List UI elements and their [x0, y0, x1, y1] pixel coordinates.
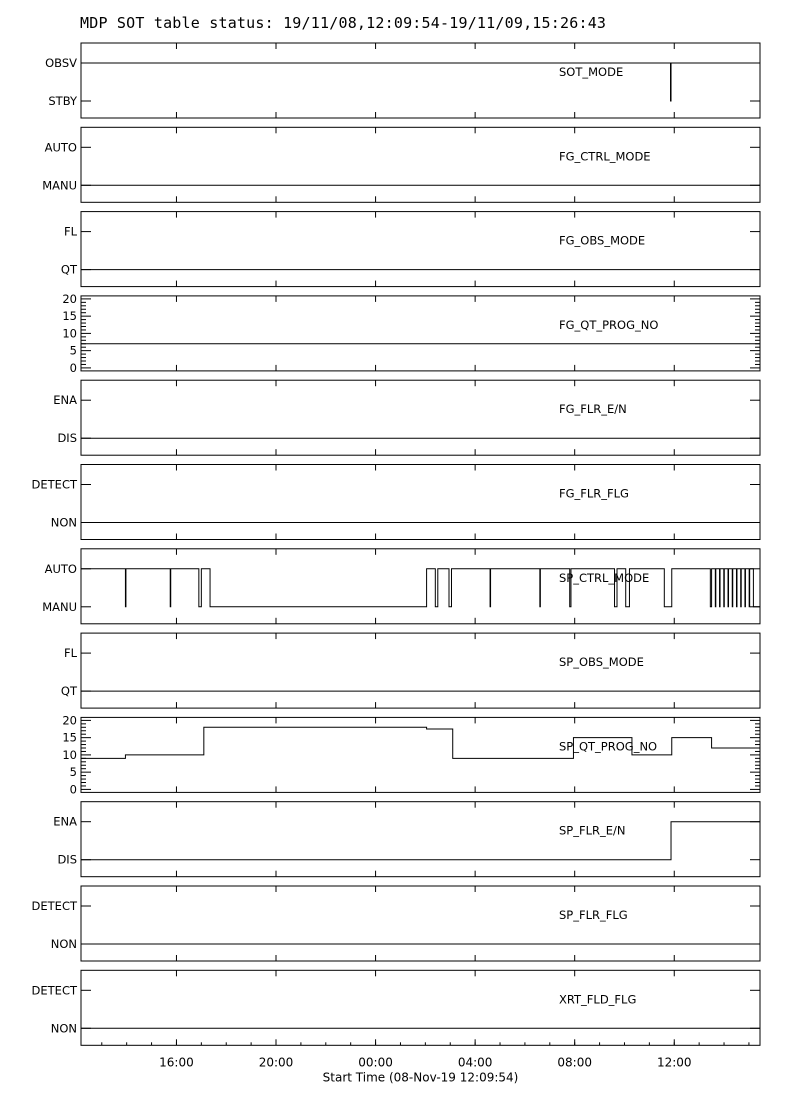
- y-tick-label: 0: [69, 782, 77, 797]
- panel-label: SP_CTRL_MODE: [559, 570, 650, 585]
- panel-fg-flr-flg: [32, 465, 760, 540]
- y-tick-label: 10: [62, 326, 77, 341]
- y-tick-label: 15: [62, 309, 77, 324]
- y-tick-label: NON: [50, 937, 77, 951]
- panel-frame: [81, 43, 760, 118]
- x-tick-label: 04:00: [457, 1055, 493, 1070]
- panel-frame: [81, 212, 760, 287]
- x-tick-label: 20:00: [258, 1055, 294, 1070]
- panel-frame: [81, 886, 760, 961]
- panel-label: FG_FLR_E/N: [559, 402, 627, 417]
- x-tick-label: 08:00: [557, 1055, 592, 1070]
- y-tick-label: FL: [63, 646, 77, 661]
- panel-label: FG_CTRL_MODE: [559, 149, 651, 164]
- series-line: [81, 569, 760, 607]
- panel-sot-mode: [45, 43, 760, 118]
- panel-label: SP_OBS_MODE: [559, 655, 644, 670]
- y-tick-label: 10: [62, 747, 77, 762]
- panel-frame: [81, 296, 760, 371]
- panel-label: XRT_FLD_FLG: [559, 992, 637, 1007]
- y-tick-label: 5: [69, 343, 77, 358]
- y-tick-label: MANU: [42, 178, 77, 193]
- y-tick-label: OBSV: [45, 56, 77, 70]
- y-tick-label: AUTO: [44, 140, 77, 155]
- panel-xrt-fld-flg: [32, 970, 760, 1045]
- y-tick-label: STBY: [48, 94, 77, 108]
- panel-label: SP_FLR_FLG: [559, 908, 628, 922]
- y-tick-label: NON: [50, 1021, 77, 1036]
- panel-label: FG_OBS_MODE: [559, 233, 646, 248]
- y-tick-label: DIS: [57, 852, 77, 867]
- series-line: [81, 727, 760, 758]
- panel-frame: [81, 549, 760, 624]
- panel-sp-flr-flg: [32, 886, 760, 961]
- panel-frame: [81, 970, 760, 1045]
- panel-frame: [81, 380, 760, 455]
- x-tick-label: 00:00: [358, 1055, 393, 1070]
- x-tick-label: 16:00: [159, 1055, 194, 1070]
- y-tick-label: 20: [62, 291, 77, 306]
- panel-sp-obs-mode: [61, 633, 760, 708]
- panel-label: FG_FLR_FLG: [559, 486, 629, 501]
- y-tick-label: DETECT: [31, 477, 77, 492]
- panel-label: SP_QT_PROG_NO: [559, 739, 658, 754]
- x-axis-label: Start Time (08-Nov-19 12:09:54): [322, 1070, 519, 1085]
- y-tick-label: DETECT: [31, 899, 77, 913]
- y-tick-label: 5: [69, 765, 77, 780]
- panel-fg-obs-mode: [61, 212, 760, 287]
- y-tick-label: AUTO: [44, 561, 77, 576]
- panel-frame: [81, 802, 760, 877]
- panel-fg-ctrl-mode: [42, 127, 760, 202]
- panel-sp-qt-prog-no: [62, 713, 760, 796]
- page-title: MDP SOT table status: 19/11/08,12:09:54-19/11/09,15:26:43: [80, 14, 607, 32]
- y-tick-label: ENA: [53, 814, 77, 829]
- series-line: [81, 822, 760, 860]
- panel-label: FG_QT_PROG_NO: [559, 317, 659, 332]
- y-tick-label: 15: [62, 730, 77, 745]
- y-tick-label: 0: [69, 360, 77, 375]
- y-tick-label: 20: [62, 713, 77, 728]
- x-tick-label: 12:00: [656, 1055, 692, 1070]
- panel-sp-ctrl-mode: [42, 549, 760, 624]
- panel-frame: [81, 127, 760, 202]
- y-tick-label: DETECT: [31, 983, 77, 998]
- y-tick-label: FL: [63, 224, 77, 239]
- y-tick-label: MANU: [42, 599, 77, 614]
- panel-label: SP_FLR_E/N: [559, 823, 626, 838]
- series-line: [81, 63, 760, 101]
- panel-fg-flr-e-n: [53, 380, 760, 455]
- panel-fg-qt-prog-no: [62, 292, 760, 375]
- y-tick-label: NON: [50, 515, 77, 530]
- panel-frame: [81, 633, 760, 708]
- panel-label: SOT_MODE: [559, 65, 624, 79]
- panel-sp-flr-e-n: [53, 802, 760, 877]
- panel-frame: [81, 465, 760, 540]
- y-tick-label: ENA: [53, 393, 77, 408]
- y-tick-label: DIS: [57, 431, 77, 446]
- y-tick-label: QT: [60, 262, 77, 277]
- y-tick-label: QT: [60, 684, 77, 699]
